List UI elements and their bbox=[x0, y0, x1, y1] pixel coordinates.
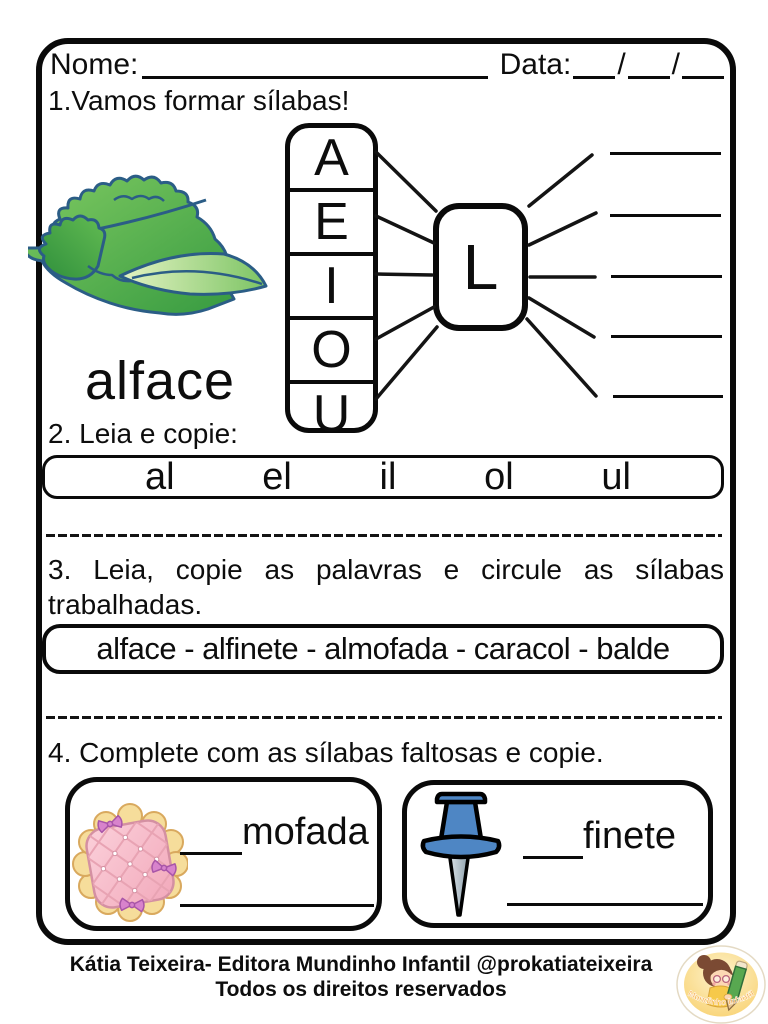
vowel-column bbox=[285, 123, 378, 443]
syllable-il: il bbox=[379, 455, 397, 498]
pillow-illustration bbox=[72, 802, 188, 922]
date-slash-1: / bbox=[617, 48, 626, 81]
section2-title: 2. Leia e copie: bbox=[48, 418, 238, 449]
header-row bbox=[50, 46, 726, 82]
logo-text: Mundinho Infantil bbox=[686, 988, 756, 1008]
section1-title: 1.Vamos formar sílabas! bbox=[48, 85, 350, 116]
vowel-cell-a[interactable]: A bbox=[314, 129, 349, 187]
item-answer-line-pillow[interactable] bbox=[180, 904, 374, 907]
vowel-cell-e[interactable]: E bbox=[290, 188, 373, 252]
item-box-pillow bbox=[65, 777, 382, 931]
answer-line-2[interactable] bbox=[610, 214, 721, 217]
section3-title-line1: 3. Leia, copie as palavras e circule as sílabas bbox=[48, 554, 724, 585]
syllable-el: el bbox=[262, 455, 292, 498]
word-list-box bbox=[42, 624, 724, 674]
item-answer-line-pushpin[interactable] bbox=[507, 903, 703, 906]
answer-line-4[interactable] bbox=[611, 335, 722, 338]
section3-title-line2: trabalhadas. bbox=[48, 589, 203, 620]
word-suffix-pushpin: finete bbox=[583, 815, 676, 857]
answer-line-1[interactable] bbox=[610, 152, 721, 155]
publisher-logo bbox=[676, 945, 766, 1024]
vowel-cell-u[interactable]: U bbox=[290, 380, 373, 444]
lettuce-illustration bbox=[28, 106, 278, 328]
picture-word-label: alface bbox=[84, 351, 236, 411]
letter-l-box[interactable]: L bbox=[433, 203, 528, 331]
date-label: Data: bbox=[499, 48, 572, 81]
date-blank-day[interactable] bbox=[573, 50, 615, 79]
answer-line-5[interactable] bbox=[613, 395, 723, 398]
word-suffix-pillow: mofada bbox=[242, 811, 369, 853]
section4-title: 4. Complete com as sílabas faltosas e copie. bbox=[48, 737, 604, 768]
answer-line-3[interactable] bbox=[611, 275, 722, 278]
footer-credit: Kátia Teixeira- Editora Mundinho Infantil @prokatiateixeira bbox=[69, 953, 653, 976]
copy-line-1[interactable] bbox=[46, 534, 722, 537]
copy-line-2[interactable] bbox=[46, 716, 722, 719]
date-blank-month[interactable] bbox=[628, 50, 670, 79]
syllable-blank-pushpin[interactable] bbox=[523, 856, 583, 859]
syllable-al: al bbox=[145, 455, 175, 498]
syllable-ul: ul bbox=[601, 455, 631, 498]
name-label: Nome: bbox=[50, 48, 139, 81]
date-slash-2: / bbox=[671, 48, 680, 81]
vowel-cell-i[interactable]: I bbox=[290, 252, 373, 316]
syllable-blank-pillow[interactable] bbox=[180, 852, 242, 855]
syllable-box bbox=[42, 455, 724, 499]
word-list: alface - alfinete - almofada - caracol - balde bbox=[96, 631, 670, 666]
footer-rights: Todos os direitos reservados bbox=[215, 978, 507, 1001]
date-blank-year[interactable] bbox=[682, 50, 724, 79]
pushpin-illustration bbox=[417, 789, 505, 919]
name-blank-line[interactable] bbox=[142, 50, 487, 79]
item-box-pushpin bbox=[402, 780, 713, 928]
syllable-ol: ol bbox=[484, 455, 514, 498]
vowel-cell-o[interactable]: O bbox=[290, 316, 373, 380]
